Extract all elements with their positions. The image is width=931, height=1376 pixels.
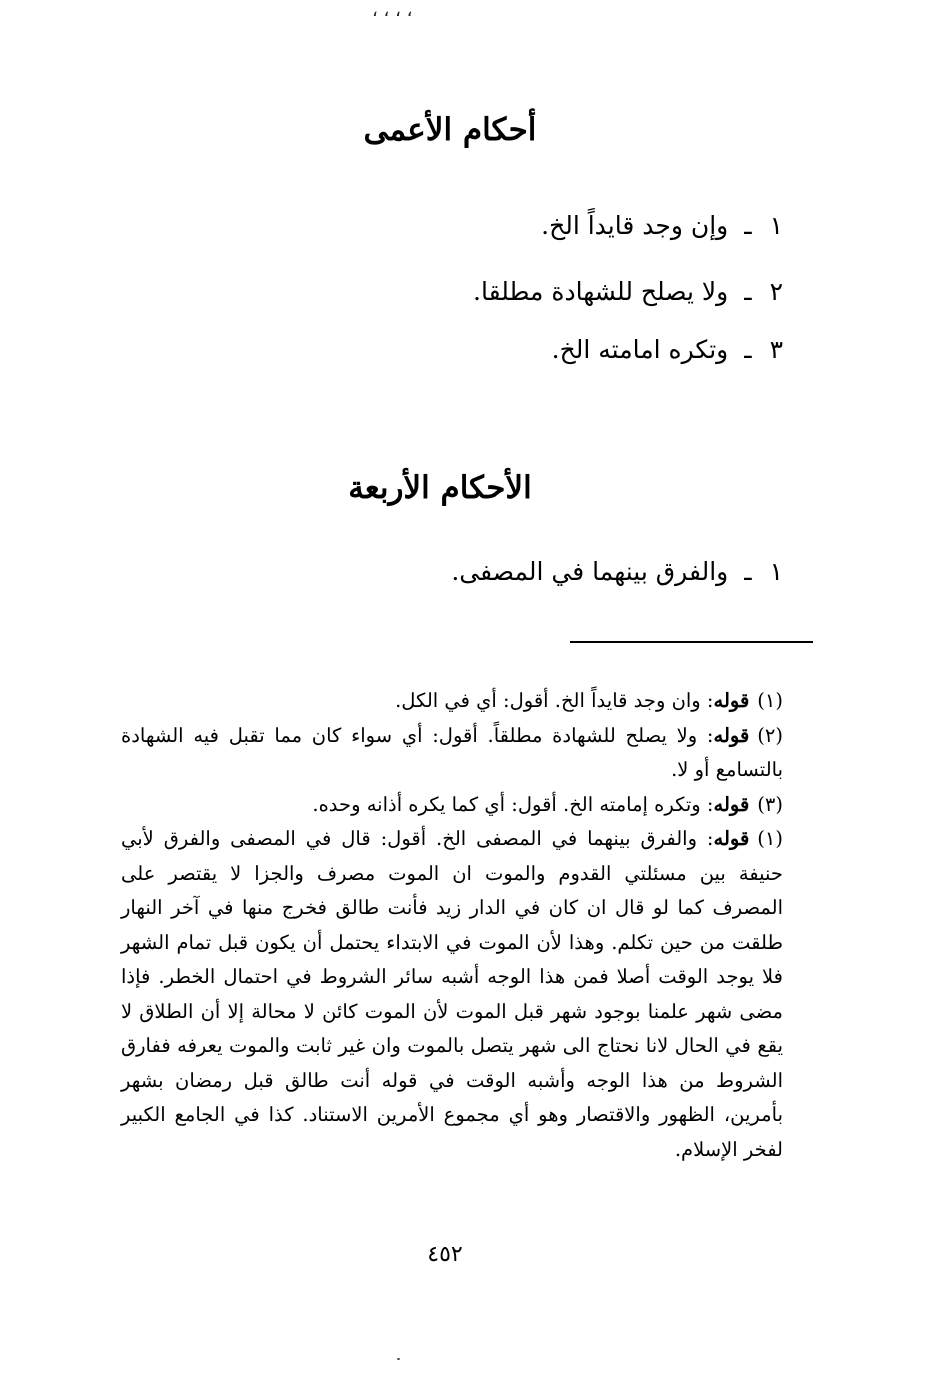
item-dash: ـ	[744, 557, 752, 586]
scan-speck	[397, 1358, 400, 1360]
top-marks: ، ، ، ،	[372, 0, 413, 21]
section-title-blind: أحكام الأعمى	[363, 112, 537, 148]
footnote-ref: (٣)	[757, 792, 783, 816]
list-item	[451, 552, 783, 592]
footnote-ref: (١)	[757, 827, 783, 850]
footnote-text: : ولا يصلح للشهادة مطلقاً. أقول: أي سواء كان مما تقبل فيه الشهادة بالتسامع أو لا.	[121, 723, 783, 781]
footnote-divider	[570, 641, 813, 643]
page-number: ٤٥٢	[427, 1242, 463, 1267]
footnote-ref: (١)	[757, 689, 783, 712]
item-text: والفرق بينهما في المصفى.	[451, 557, 729, 586]
list-item	[541, 206, 783, 246]
list-item	[473, 272, 783, 312]
footnote-text: : وان وجد قايداً الخ. أقول: أي في الكل.	[395, 689, 714, 712]
item-dash: ـ	[744, 277, 752, 306]
item-text: وتكره امامته الخ.	[551, 335, 729, 364]
footnote-keyword: قوله	[713, 827, 750, 850]
footnote	[121, 719, 811, 788]
footnote	[121, 788, 811, 823]
item-number: ١	[769, 211, 783, 240]
footnotes	[121, 684, 811, 1167]
footnote	[121, 684, 811, 719]
footnote-ref: (٢)	[757, 723, 783, 747]
footnote	[121, 822, 811, 1167]
footnote-keyword: قوله	[713, 792, 750, 816]
item-text: وإن وجد قايداً الخ.	[541, 211, 729, 240]
item-number: ١	[769, 557, 783, 586]
footnote-keyword: قوله	[713, 723, 750, 747]
item-dash: ـ	[744, 335, 752, 364]
item-number: ٢	[769, 277, 783, 306]
item-dash: ـ	[744, 211, 752, 240]
item-number: ٣	[769, 335, 783, 364]
section-title-four-rulings: الأحكام الأربعة	[348, 470, 532, 506]
list-item	[552, 330, 783, 370]
footnote-text: : وتكره إمامته الخ. أقول: أي كما يكره أذانه وحده.	[312, 792, 714, 816]
footnote-keyword: قوله	[713, 689, 750, 712]
footnote-text: : والفرق بينهما في المصفى الخ. أقول: قال في المصفى والفرق لأبي حنيفة بين مسئلتي القدوم والموت ان الموت مصرف والجزا لا يقتصر على المصرف كما لو قال ان كان في الدار زيد فأنت طالق فخرج منها في آخر النهار طلقت من حين تكلم. وهذا لأن الموت في الابتداء يحتمل أن يكون قبل تمام الشهر فلا يوجد الوقت أصلا فمن هذا الوجه أشبه سائر الشروط في احتمال الخطر. فإذا مضى شهر علمنا بوجود شهر قبل الموت لأن الموت كائن لا محالة إلا أن الطلاق لا يقع في الحال لانا نحتاج الى شهر يتصل بالموت وان غير ثابت والموت يعرفه ففارق الشروط من هذا الوجه وأشبه الوقت في قوله أنت طالق قبل رمضان بشهر بأمرين، الظهور والاقتصار وهو أي مجموع الأمرين الاستناد. كذا في الجامع الكبير لفخر الإسلام.	[121, 827, 783, 1161]
item-text: ولا يصلح للشهادة مطلقا.	[473, 277, 729, 306]
